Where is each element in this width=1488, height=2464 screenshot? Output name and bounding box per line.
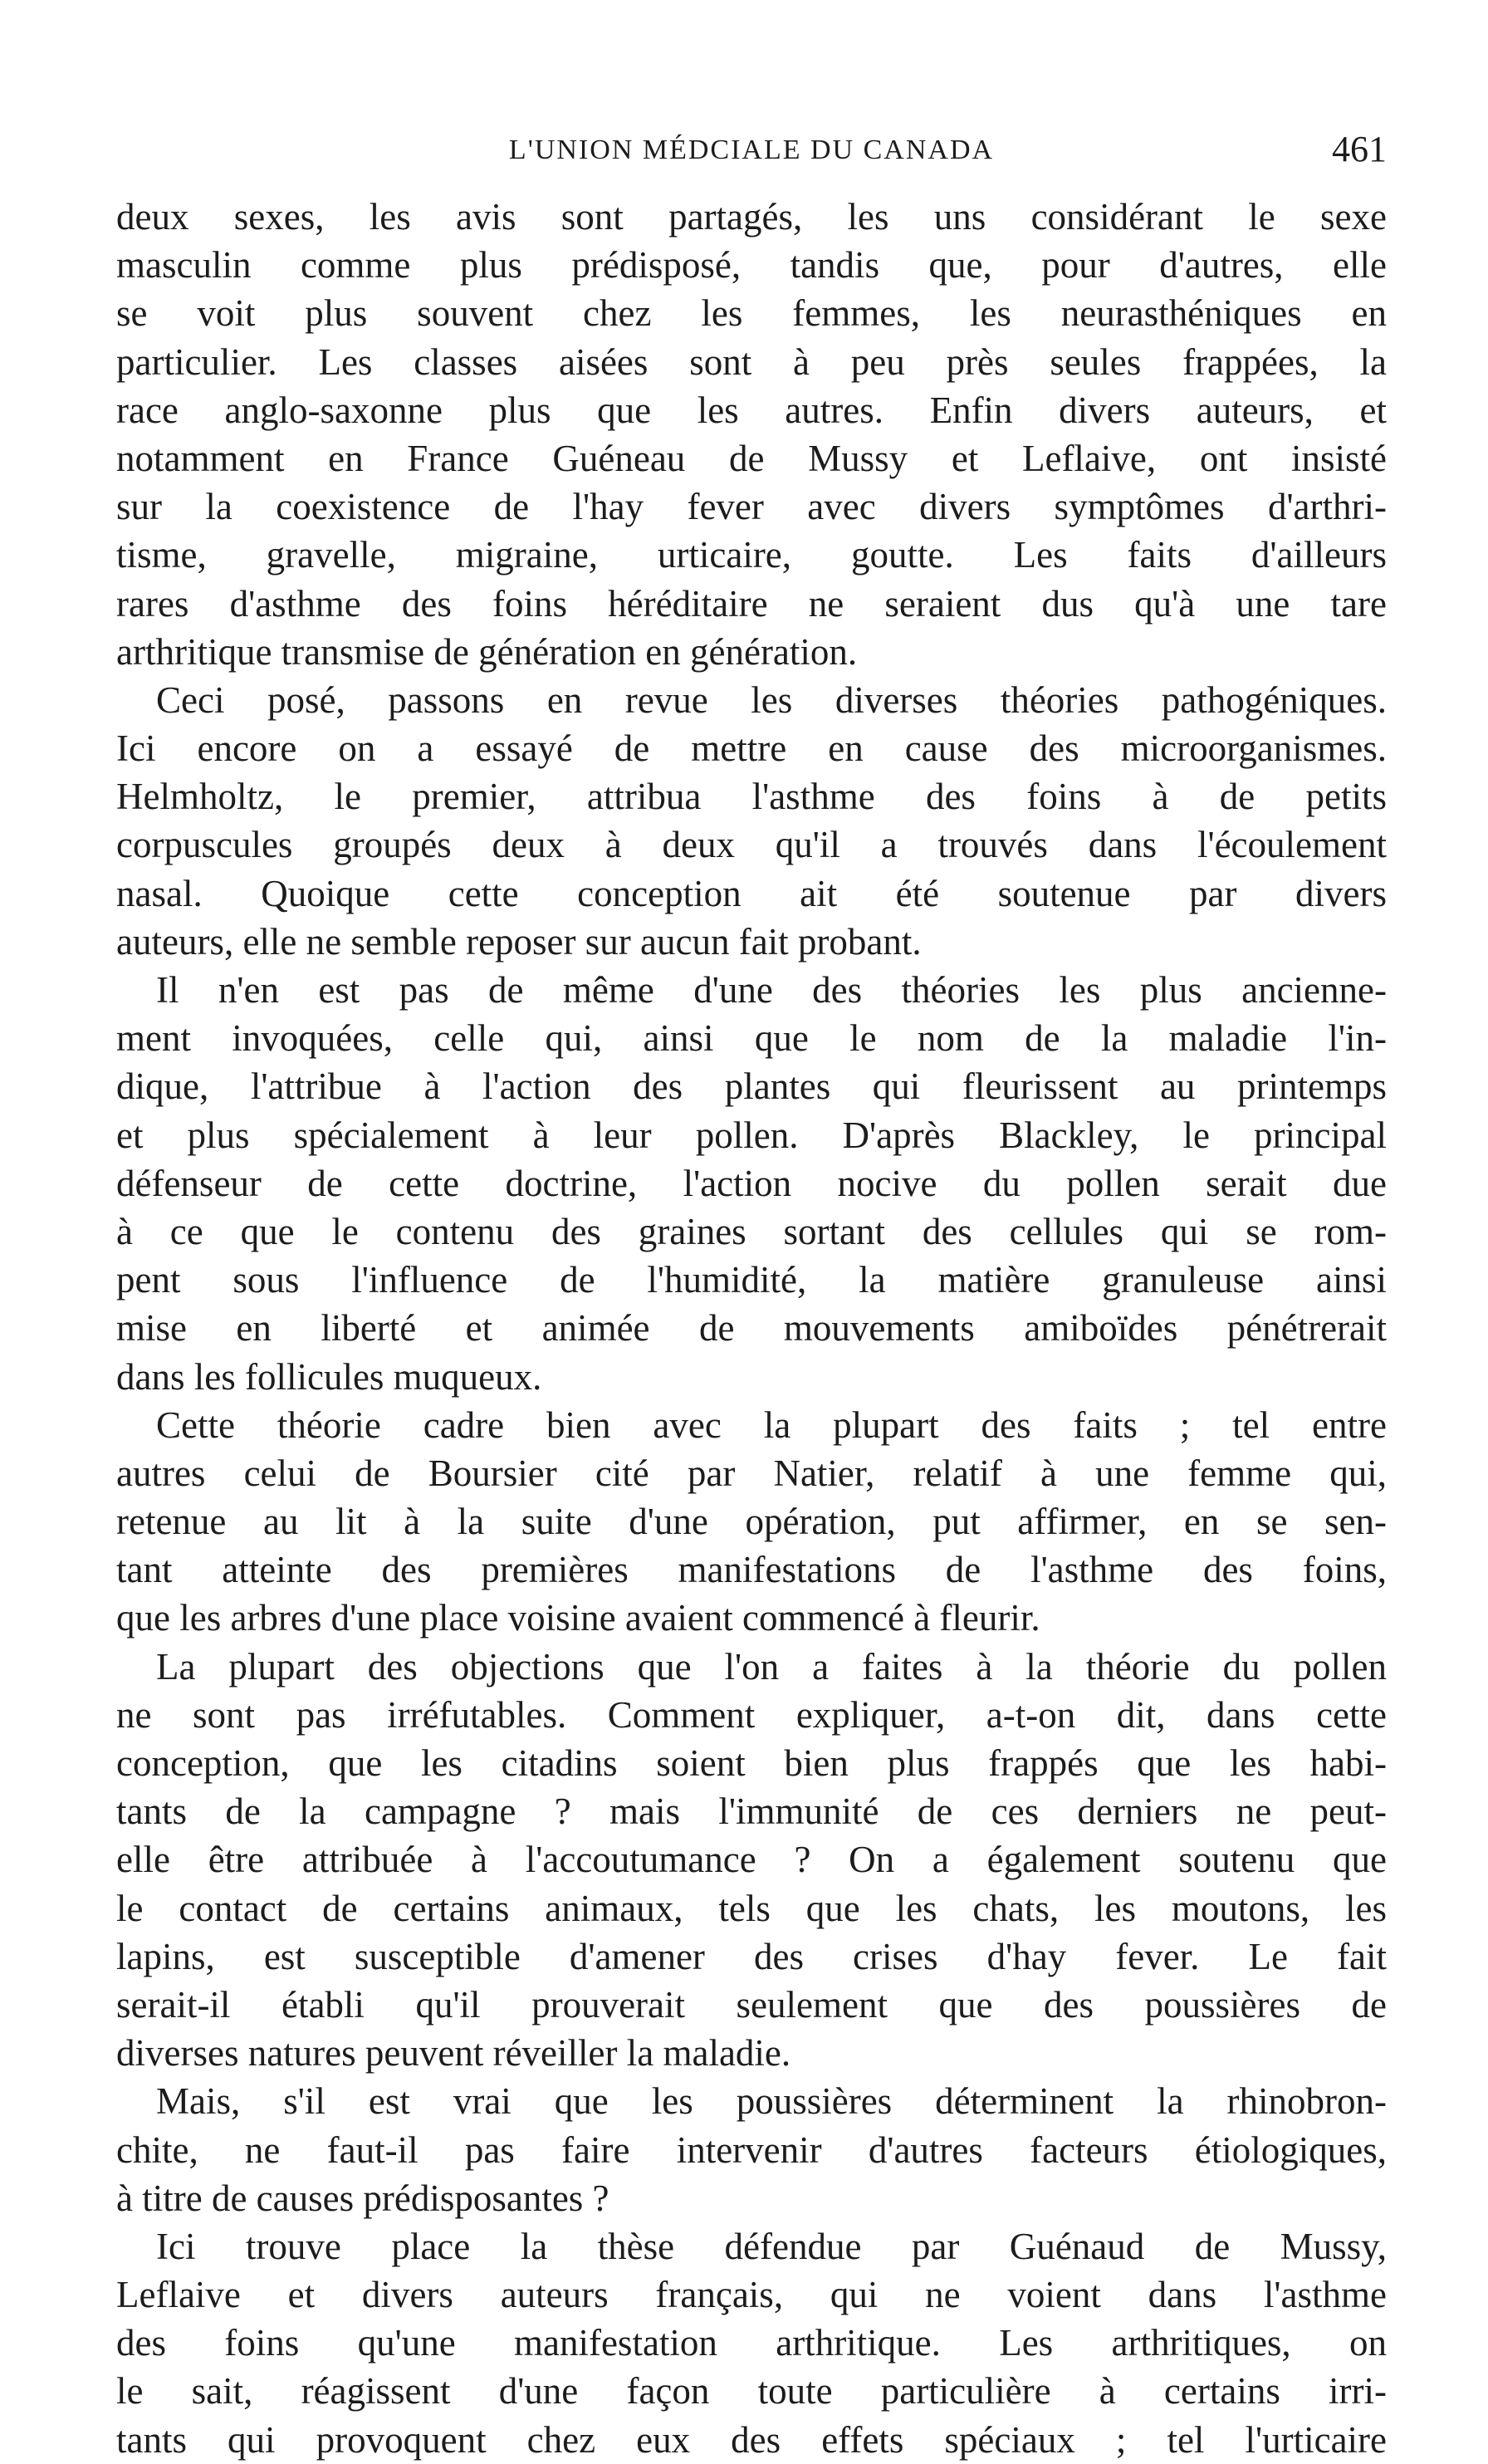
text-line: pent sous l'influence de l'humidité, la matière granuleuse ainsi [116, 1259, 1387, 1301]
text-line: dans les follicules muqueux. [116, 1355, 542, 1398]
running-head [116, 125, 1387, 183]
text-line: ne sont pas irréfutables. Comment expliquer, a-t-on dit, dans cette [116, 1693, 1387, 1736]
page-number: 461 [1332, 129, 1387, 169]
text-line: tant atteinte des premières manifestations de l'asthme des foins, [116, 1549, 1387, 1591]
journal-title: L'UNION MÉDCIALE DU CANADA [508, 135, 995, 165]
text-line: conception, que les citadins soient bien plus frappés que les habi- [116, 1742, 1387, 1784]
text-line: lapins, est susceptible d'amener des crises d'hay fever. Le fait [116, 1935, 1387, 1977]
text-line: tants de la campagne ? mais l'immunité de ces derniers ne peut- [116, 1790, 1387, 1833]
text-line: Mais, s'il est vrai que les poussières déterminent la rhinobron- [156, 2080, 1387, 2123]
text-line: elle être attribuée à l'accoutumance ? On a également soutenu que [116, 1839, 1387, 1881]
text-line: dique, l'attribue à l'action des plantes qui fleurissent au printemps [116, 1065, 1387, 1108]
text-line: serait-il établi qu'il prouverait seulement que des poussières de [116, 1983, 1387, 2026]
text-line: Cette théorie cadre bien avec la plupart des faits ; tel entre [156, 1403, 1387, 1446]
text-line: auteurs, elle ne semble reposer sur aucun fait probant. [116, 920, 922, 963]
text-line: Ceci posé, passons en revue les diverses théories pathogéniques. [156, 678, 1387, 721]
text-line: deux sexes, les avis sont partagés, les uns considérant le sexe [116, 196, 1387, 238]
body-text [116, 193, 1387, 2464]
text-line: retenue au lit à la suite d'une opération, put affirmer, en se sen- [116, 1501, 1387, 1543]
text-line: chite, ne faut-il pas faire intervenir d'autres facteurs étiologiques, [116, 2128, 1387, 2171]
text-line: Ici encore on a essayé de mettre en cause des microorganismes. [116, 727, 1387, 770]
text-line: ment invoquées, celle qui, ainsi que le nom de la maladie l'in- [116, 1017, 1387, 1060]
text-line: mise en liberté et animée de mouvements amiboïdes pénétrerait [116, 1307, 1387, 1350]
text-line: le contact de certains animaux, tels que les chats, les moutons, les [116, 1887, 1387, 1929]
text-line: masculin comme plus prédisposé, tandis que, pour d'autres, elle [116, 244, 1387, 287]
text-line: le sait, réagissent d'une façon toute particulière à certains irri- [116, 2370, 1387, 2413]
text-line: notamment en France Guéneau de Mussy et Leflaive, ont insisté [116, 437, 1387, 479]
text-line: tisme, gravelle, migraine, urticaire, goutte. Les faits d'ailleurs [116, 534, 1387, 576]
text-line: La plupart des objections que l'on a faites à la théorie du pollen [156, 1645, 1387, 1688]
text-line: et plus spécialement à leur pollen. D'après Blackley, le principal [116, 1114, 1387, 1156]
text-line: Ici trouve place la thèse défendue par Guénaud de Mussy, [156, 2225, 1387, 2267]
text-line: arthritique transmise de génération en génération. [116, 630, 858, 673]
text-line: Il n'en est pas de même d'une des théories les plus ancienne- [156, 969, 1387, 1011]
text-line: que les arbres d'une place voisine avaient commencé à fleurir. [116, 1597, 1040, 1639]
text-line: tants qui provoquent chez eux des effets spéciaux ; tel l'urticaire [116, 2418, 1387, 2461]
text-line: à titre de causes prédisposantes ? [116, 2177, 609, 2219]
text-line: sur la coexistence de l'hay fever avec divers symptômes d'arthri- [116, 486, 1387, 528]
text-line: race anglo-saxonne plus que les autres. Enfin divers auteurs, et [116, 389, 1387, 431]
text-line: corpuscules groupés deux à deux qu'il a trouvés dans l'écoulement [116, 824, 1387, 866]
text-line: Leflaive et divers auteurs français, qui ne voient dans l'asthme [116, 2274, 1387, 2316]
text-line: diverses natures peuvent réveiller la maladie. [116, 2032, 791, 2075]
document-page [116, 125, 1387, 2464]
text-line: Helmholtz, le premier, attribua l'asthme des foins à de petits [116, 776, 1387, 818]
text-line: autres celui de Boursier cité par Natier, relatif à une femme qui, [116, 1452, 1387, 1494]
text-line: des foins qu'une manifestation arthritique. Les arthritiques, on [116, 2322, 1387, 2364]
text-line: rares d'asthme des foins héréditaire ne seraient dus qu'à une tare [116, 582, 1387, 625]
text-line: à ce que le contenu des graines sortant des cellules qui se rom- [116, 1210, 1387, 1252]
text-line: nasal. Quoique cette conception ait été soutenue par divers [116, 872, 1387, 914]
text-line: défenseur de cette doctrine, l'action nocive du pollen serait due [116, 1162, 1387, 1204]
text-line: particulier. Les classes aisées sont à peu près seules frappées, la [116, 340, 1387, 383]
text-line: se voit plus souvent chez les femmes, les neurasthéniques en [116, 292, 1387, 335]
